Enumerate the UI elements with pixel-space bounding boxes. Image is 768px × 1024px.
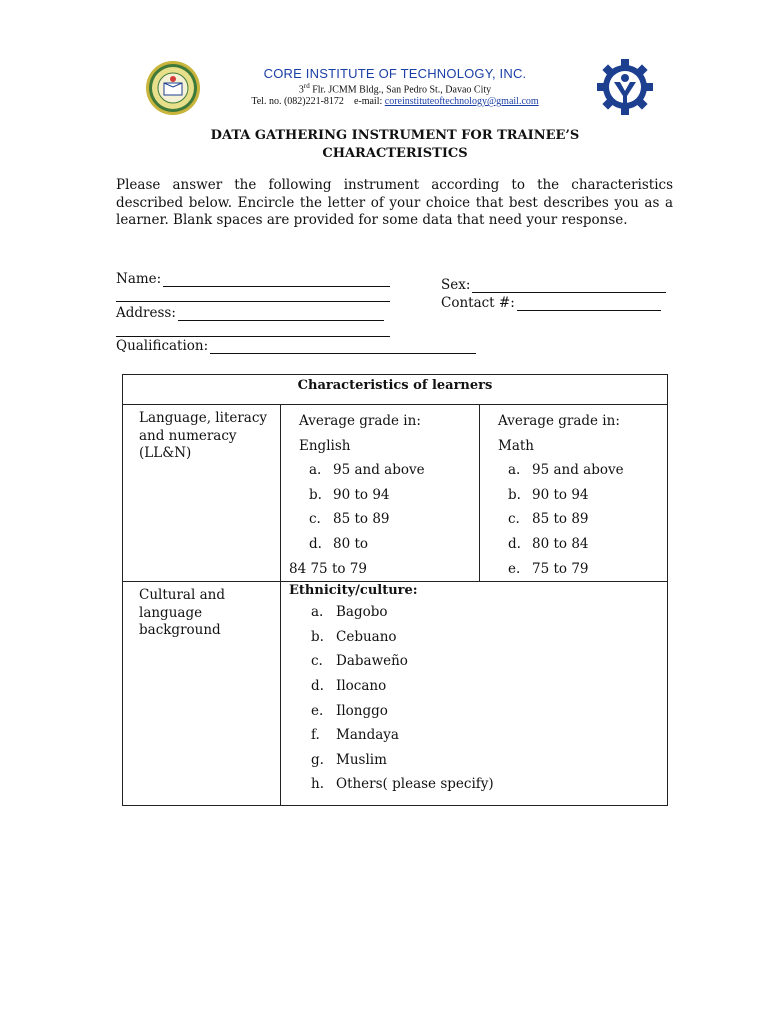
- english-grade-cell: [281, 405, 480, 582]
- email-link[interactable]: coreinstituteoftechnology@gmail.com: [384, 96, 539, 107]
- qualification-blank[interactable]: [210, 339, 476, 354]
- name-blank-second-line[interactable]: [116, 301, 390, 302]
- table-header-row: [123, 375, 668, 405]
- list-item[interactable]: h. Others( please specify): [311, 776, 494, 793]
- culture-label: Cultural and language background: [123, 582, 281, 806]
- english-options: [299, 458, 479, 556]
- characteristics-table: [122, 374, 668, 806]
- list-item[interactable]: g. Muslim: [311, 751, 387, 768]
- list-item[interactable]: c. 85 to 89: [309, 511, 390, 528]
- list-item[interactable]: a. 95 and above: [508, 462, 624, 479]
- list-item[interactable]: d. 80 to: [309, 535, 369, 552]
- instructions-paragraph: Please answer the following instrument according to the characteristics described below. Encircle the letter of your choice that best describes you as a learner. Blank spaces are provided for some data that need your response.: [116, 177, 673, 228]
- contact-label: Contact #:: [441, 295, 515, 311]
- qualification-label: Qualification:: [116, 338, 209, 354]
- address-blank-second-line[interactable]: [116, 336, 390, 337]
- english-title: Average grade in:: [299, 413, 421, 429]
- list-item[interactable]: a. 95 and above: [309, 462, 425, 479]
- sex-blank[interactable]: [472, 278, 666, 293]
- list-item[interactable]: a. Bagobo: [311, 604, 388, 621]
- address-blank[interactable]: [178, 306, 384, 321]
- math-grade-cell: [480, 405, 668, 582]
- math-subject: Math: [498, 437, 534, 454]
- tesda-logo: [596, 58, 654, 116]
- name-label: Name:: [116, 271, 162, 287]
- name-blank[interactable]: [163, 272, 390, 287]
- list-item[interactable]: d. 80 to 84: [508, 535, 589, 552]
- ethnicity-cell: [281, 582, 668, 806]
- school-address: 3rd Flr. JCMM Bldg., San Pedro St., Davao City: [298, 82, 492, 96]
- document-title: DATA GATHERING INSTRUMENT FOR TRAINEE’S CHARACTERISTICS: [210, 128, 580, 161]
- sex-label: Sex:: [441, 277, 471, 293]
- name-field[interactable]: [116, 271, 390, 287]
- list-item[interactable]: f. Mandaya: [311, 727, 399, 744]
- email-label: e-mail:: [353, 96, 383, 107]
- telephone: Tel. no. (082)221-8172: [251, 96, 344, 107]
- address-label: Address:: [116, 305, 176, 321]
- english-subject: English: [299, 437, 351, 454]
- lln-row: [123, 405, 668, 582]
- qualification-field[interactable]: [116, 338, 476, 354]
- ethnicity-options: [289, 600, 667, 797]
- sex-field[interactable]: [441, 277, 666, 293]
- list-item[interactable]: d. Ilocano: [311, 677, 387, 694]
- list-item[interactable]: e. Ilonggo: [311, 702, 388, 719]
- address-field[interactable]: [116, 305, 384, 321]
- list-item[interactable]: b. 90 to 94: [309, 486, 390, 503]
- school-name: CORE INSTITUTE OF TECHNOLOGY, INC.: [263, 66, 527, 81]
- list-item[interactable]: b. 90 to 94: [508, 486, 589, 503]
- ethnicity-title: Ethnicity/culture:: [289, 583, 418, 599]
- contact-field[interactable]: [441, 295, 661, 311]
- lln-label: Language, literacy and numeracy (LL&N): [123, 405, 281, 582]
- list-item[interactable]: c. 85 to 89: [508, 511, 589, 528]
- school-contact: [205, 96, 585, 107]
- list-item[interactable]: e. 75 to 79: [508, 560, 589, 577]
- english-option-overflow[interactable]: 84 75 to 79: [289, 560, 367, 577]
- table-header: Characteristics of learners: [123, 375, 668, 405]
- school-seal-logo: [145, 60, 201, 116]
- list-item[interactable]: c. Dabaweño: [311, 653, 408, 670]
- contact-blank[interactable]: [517, 296, 661, 311]
- culture-row: [123, 582, 668, 806]
- list-item[interactable]: b. Cebuano: [311, 628, 397, 645]
- math-title: Average grade in:: [498, 413, 620, 429]
- math-options: [498, 458, 667, 581]
